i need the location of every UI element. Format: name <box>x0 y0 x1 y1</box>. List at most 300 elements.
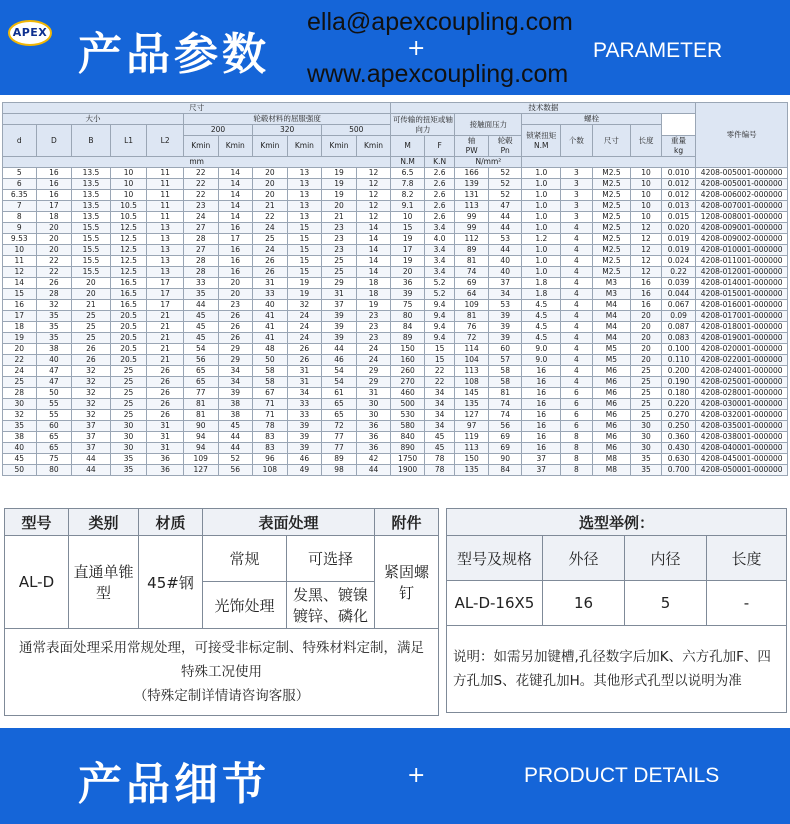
table-cell: 20 <box>631 355 662 366</box>
table-cell: 16 <box>522 443 561 454</box>
table-cell: 72 <box>455 333 489 344</box>
table-cell: 0.039 <box>661 278 696 289</box>
table-cell: 25 <box>253 234 288 245</box>
table-cell: 15.5 <box>72 245 111 256</box>
table-cell: 77 <box>322 443 357 454</box>
table-cell: 39 <box>287 432 322 443</box>
table-cell: 14 <box>218 190 253 201</box>
table-cell: 30 <box>631 443 662 454</box>
table-cell: 36 <box>356 421 391 432</box>
table-cell: 15.5 <box>72 223 111 234</box>
table-cell: 19 <box>322 179 357 190</box>
table-cell: 0.110 <box>661 355 696 366</box>
table-cell: 32 <box>72 377 111 388</box>
table-cell: 31 <box>147 432 184 443</box>
table-cell: 35 <box>36 311 72 322</box>
info-col-material: 材质 <box>139 509 203 536</box>
details-title-en: PRODUCT DETAILS <box>524 764 720 787</box>
table-cell: 22 <box>183 179 218 190</box>
table-cell: 20 <box>253 179 288 190</box>
sel-outer: 16 <box>543 581 625 626</box>
table-cell: 4208-009002-000000 <box>696 234 788 245</box>
table-cell: 13 <box>287 212 322 223</box>
table-cell: 36 <box>356 443 391 454</box>
col-M: M <box>391 136 425 157</box>
table-cell: 90 <box>488 454 522 465</box>
table-cell: 72 <box>322 421 357 432</box>
table-row <box>3 311 788 322</box>
table-cell: 0.430 <box>661 443 696 454</box>
table-cell: 25 <box>72 333 111 344</box>
table-cell: 3 <box>561 201 593 212</box>
table-cell: 55 <box>36 410 72 421</box>
table-cell: 4208-009001-000000 <box>696 223 788 234</box>
table-cell: 20 <box>391 267 425 278</box>
table-cell: 8 <box>561 443 593 454</box>
table-cell: 4208-012001-000000 <box>696 267 788 278</box>
table-cell: 4 <box>561 289 593 300</box>
table-cell: M4 <box>592 322 631 333</box>
table-cell: 16 <box>218 245 253 256</box>
table-cell: 13 <box>287 201 322 212</box>
table-cell: 45 <box>3 454 37 465</box>
table-cell: 54 <box>322 366 357 377</box>
table-cell: 16 <box>522 388 561 399</box>
table-cell: 13.5 <box>72 179 111 190</box>
table-cell: 1.8 <box>522 278 561 289</box>
table-row <box>3 201 788 212</box>
table-cell: 9.4 <box>424 311 455 322</box>
table-cell: 4 <box>561 344 593 355</box>
table-cell: 40 <box>36 355 72 366</box>
table-cell: 7.8 <box>391 179 425 190</box>
table-cell: 14 <box>356 223 391 234</box>
table-cell: 37 <box>72 443 111 454</box>
table-cell: 89 <box>391 333 425 344</box>
table-cell: 49 <box>287 465 322 476</box>
table-cell: 26 <box>147 410 184 421</box>
table-cell: 37 <box>72 432 111 443</box>
selection-note: 说明：如需另加键槽,孔径数字后加K、六方孔加F、四方孔加S、花键孔加H。其他形式孔型以说明为准 <box>447 626 787 713</box>
table-cell: 50 <box>3 465 37 476</box>
sel-col-length: 长度 <box>707 536 787 581</box>
table-cell: M6 <box>592 410 631 421</box>
table-cell: 4.0 <box>424 234 455 245</box>
table-cell: 26 <box>218 311 253 322</box>
table-cell: 2.6 <box>424 179 455 190</box>
table-cell: 54 <box>183 344 218 355</box>
table-cell: 17 <box>3 311 37 322</box>
table-cell: 17 <box>147 289 184 300</box>
table-cell: 38 <box>36 344 72 355</box>
table-cell: 23 <box>322 234 357 245</box>
table-cell: 30 <box>110 443 147 454</box>
table-cell: 14 <box>218 179 253 190</box>
table-cell: 270 <box>391 377 425 388</box>
table-cell: 52 <box>488 190 522 201</box>
table-cell: 9.4 <box>424 322 455 333</box>
table-cell: 69 <box>488 443 522 454</box>
table-cell: 20.5 <box>110 322 147 333</box>
apex-logo-text: APEX <box>12 26 48 39</box>
col-weight: 重量 kg <box>661 136 696 157</box>
strength-500: 500 <box>322 125 391 136</box>
table-cell: 56 <box>183 355 218 366</box>
table-cell: 1.0 <box>522 267 561 278</box>
table-cell: 84 <box>391 322 425 333</box>
table-cell: 12 <box>356 168 391 179</box>
table-cell: 260 <box>391 366 425 377</box>
table-cell: 5 <box>3 168 37 179</box>
table-cell: 74 <box>488 410 522 421</box>
table-cell: 35 <box>183 289 218 300</box>
table-cell: 4208-018001-000000 <box>696 322 788 333</box>
table-cell: 20 <box>253 190 288 201</box>
table-cell: 31 <box>253 278 288 289</box>
table-cell: M4 <box>592 333 631 344</box>
table-cell: 27 <box>183 245 218 256</box>
table-cell: 104 <box>455 355 489 366</box>
table-cell: 10 <box>631 168 662 179</box>
table-cell: 26 <box>147 366 184 377</box>
table-cell: 4.5 <box>522 322 561 333</box>
table-cell: 57 <box>488 355 522 366</box>
table-cell: 20 <box>631 322 662 333</box>
table-cell: 35 <box>3 421 37 432</box>
table-cell: 39 <box>322 333 357 344</box>
table-cell: 23 <box>218 300 253 311</box>
table-cell: 19 <box>3 333 37 344</box>
table-cell: 15 <box>3 289 37 300</box>
table-cell: 23 <box>322 245 357 256</box>
table-cell: 0.019 <box>661 245 696 256</box>
table-cell: 83 <box>253 443 288 454</box>
table-cell: 71 <box>253 399 288 410</box>
table-cell: 26 <box>218 333 253 344</box>
table-cell: 2.6 <box>424 190 455 201</box>
table-row <box>3 432 788 443</box>
table-cell: 9.4 <box>424 300 455 311</box>
table-cell: 4208-010001-000000 <box>696 245 788 256</box>
table-cell: 4208-007001-000000 <box>696 201 788 212</box>
table-cell: 34 <box>424 388 455 399</box>
table-cell: M2.5 <box>592 190 631 201</box>
table-cell: 20 <box>218 278 253 289</box>
table-cell: 4 <box>561 355 593 366</box>
table-cell: 0.013 <box>661 201 696 212</box>
table-row <box>3 245 788 256</box>
strength-320: 320 <box>253 125 322 136</box>
table-row <box>3 355 788 366</box>
table-cell: 8.2 <box>391 190 425 201</box>
table-cell: 58 <box>253 366 288 377</box>
table-cell: M5 <box>592 355 631 366</box>
table-cell: 0.200 <box>661 366 696 377</box>
table-cell: 98 <box>322 465 357 476</box>
table-cell: 12 <box>631 256 662 267</box>
table-cell: 14 <box>356 234 391 245</box>
table-cell: 26 <box>287 355 322 366</box>
table-cell: 23 <box>356 322 391 333</box>
table-cell: 890 <box>391 443 425 454</box>
info-note <box>5 629 439 716</box>
table-cell: 108 <box>253 465 288 476</box>
selection-example-table <box>446 508 787 713</box>
table-cell: 19 <box>391 234 425 245</box>
table-cell: 4208-038001-000000 <box>696 432 788 443</box>
table-cell: M3 <box>592 278 631 289</box>
table-cell: 1.0 <box>522 223 561 234</box>
col-L2: L2 <box>147 125 184 157</box>
table-cell: 47 <box>488 201 522 212</box>
table-cell: 4208-011001-000000 <box>696 256 788 267</box>
table-cell: 21 <box>147 344 184 355</box>
table-cell: 0.020 <box>661 223 696 234</box>
table-cell: 18 <box>36 212 72 223</box>
table-cell: 1900 <box>391 465 425 476</box>
table-cell: 24 <box>253 223 288 234</box>
table-cell: 1.0 <box>522 245 561 256</box>
table-cell: 22 <box>183 190 218 201</box>
table-cell: 12.5 <box>110 256 147 267</box>
table-cell: 36 <box>147 465 184 476</box>
table-cell: 0.024 <box>661 256 696 267</box>
table-cell: 11 <box>147 212 184 223</box>
table-cell: 20.5 <box>110 355 147 366</box>
table-cell: 5.2 <box>424 278 455 289</box>
table-cell: 30 <box>631 421 662 432</box>
table-cell: 460 <box>391 388 425 399</box>
table-cell: 35 <box>631 454 662 465</box>
table-cell: 75 <box>36 454 72 465</box>
table-cell: M2.5 <box>592 245 631 256</box>
table-cell: 38 <box>218 399 253 410</box>
table-cell: 20 <box>72 278 111 289</box>
table-cell: 55 <box>36 399 72 410</box>
table-cell: 25 <box>110 388 147 399</box>
table-cell: 23 <box>322 223 357 234</box>
table-cell: 15 <box>391 223 425 234</box>
table-cell: 58 <box>488 377 522 388</box>
table-cell: 32 <box>72 366 111 377</box>
table-cell: 4208-025001-000000 <box>696 377 788 388</box>
table-cell: 30 <box>356 410 391 421</box>
table-cell: 4208-016001-000000 <box>696 300 788 311</box>
col-F: F <box>424 136 455 157</box>
table-cell: 32 <box>72 388 111 399</box>
table-cell: 4208-022001-000000 <box>696 355 788 366</box>
table-cell: 9.0 <box>522 344 561 355</box>
table-cell: 25 <box>110 366 147 377</box>
table-row <box>3 289 788 300</box>
table-cell: 11 <box>147 201 184 212</box>
table-cell: M5 <box>592 344 631 355</box>
col-size: 尺寸 <box>592 125 631 157</box>
table-cell: 109 <box>183 454 218 465</box>
parameter-title-cn: 产品参数 <box>78 29 270 80</box>
table-cell: 1208-008001-000000 <box>696 212 788 223</box>
table-cell: 16 <box>36 179 72 190</box>
table-cell: 10 <box>631 201 662 212</box>
table-cell: 40 <box>253 300 288 311</box>
table-cell: 25 <box>631 377 662 388</box>
table-cell: 37 <box>322 300 357 311</box>
table-cell: 36 <box>391 278 425 289</box>
table-cell: 3 <box>561 179 593 190</box>
table-cell: 21 <box>322 212 357 223</box>
table-cell: 53 <box>488 234 522 245</box>
table-cell: 46 <box>322 355 357 366</box>
table-cell: 25 <box>72 311 111 322</box>
info-type: 直通单锥型 <box>69 536 139 629</box>
table-cell: 3 <box>561 168 593 179</box>
table-cell: 44 <box>488 212 522 223</box>
table-cell: 83 <box>253 432 288 443</box>
table-cell: 3 <box>561 212 593 223</box>
table-cell: 89 <box>455 245 489 256</box>
strength-200: 200 <box>183 125 252 136</box>
table-row <box>3 366 788 377</box>
table-cell: 37 <box>488 278 522 289</box>
table-cell: 21 <box>147 355 184 366</box>
table-cell: 16.5 <box>110 278 147 289</box>
table-cell: 12 <box>356 201 391 212</box>
table-cell: 26 <box>287 344 322 355</box>
table-cell: 580 <box>391 421 425 432</box>
table-cell: 32 <box>287 300 322 311</box>
table-cell: 37 <box>522 454 561 465</box>
table-cell: 4208-040001-000000 <box>696 443 788 454</box>
table-cell: 22 <box>183 168 218 179</box>
table-cell: 15.5 <box>72 267 111 278</box>
table-cell: 13 <box>287 168 322 179</box>
parameter-title-en: PARAMETER <box>593 39 723 62</box>
table-cell: 25 <box>322 256 357 267</box>
table-cell: 24 <box>287 311 322 322</box>
table-cell: 10 <box>3 245 37 256</box>
table-cell: 9.1 <box>391 201 425 212</box>
table-cell: 4208-019001-000000 <box>696 333 788 344</box>
table-cell: 47 <box>36 377 72 388</box>
sel-col-outer: 外径 <box>543 536 625 581</box>
col-L1: L1 <box>110 125 147 157</box>
table-cell: 29 <box>356 366 391 377</box>
table-cell: 18 <box>3 322 37 333</box>
table-cell: 33 <box>253 289 288 300</box>
table-cell: 16 <box>522 421 561 432</box>
table-cell: 4208-006002-000000 <box>696 190 788 201</box>
info-col-accessory: 附件 <box>375 509 439 536</box>
table-cell: 31 <box>147 443 184 454</box>
sel-model-spec: AL-D-16X5 <box>447 581 543 626</box>
table-row <box>3 377 788 388</box>
kmin-500b: Kmin <box>356 136 391 157</box>
col-lock-torque: 锁紧扭矩 N.M <box>522 125 561 157</box>
table-cell: 6.35 <box>3 190 37 201</box>
spec-body <box>3 168 788 476</box>
table-cell: M2.5 <box>592 168 631 179</box>
table-cell: 22 <box>36 267 72 278</box>
table-cell: 113 <box>455 366 489 377</box>
table-cell: 16 <box>3 300 37 311</box>
col-B: B <box>72 125 111 157</box>
table-cell: 6.5 <box>391 168 425 179</box>
table-cell: 80 <box>36 465 72 476</box>
table-cell: 21 <box>253 201 288 212</box>
table-cell: 36 <box>147 454 184 465</box>
table-cell: 47 <box>36 366 72 377</box>
table-cell: 27 <box>183 223 218 234</box>
table-cell: M8 <box>592 465 631 476</box>
table-cell: 20 <box>631 344 662 355</box>
table-cell: 38 <box>3 432 37 443</box>
table-cell: 31 <box>356 388 391 399</box>
table-cell: 17 <box>147 278 184 289</box>
table-cell: 11 <box>147 190 184 201</box>
table-cell: 19 <box>322 168 357 179</box>
table-cell: M6 <box>592 443 631 454</box>
table-cell: 26 <box>72 344 111 355</box>
table-cell: 14 <box>356 267 391 278</box>
table-cell: 16 <box>631 278 662 289</box>
table-cell: M2.5 <box>592 212 631 223</box>
table-cell: M6 <box>592 432 631 443</box>
table-cell: 39 <box>391 289 425 300</box>
table-cell: 10 <box>110 168 147 179</box>
table-cell: 7 <box>3 201 37 212</box>
table-cell: 26 <box>147 388 184 399</box>
plus-sign: + <box>407 36 426 61</box>
table-cell: 127 <box>455 410 489 421</box>
table-cell: 34 <box>424 410 455 421</box>
contact-website: www.apexcoupling.com <box>307 60 569 88</box>
table-cell: M2.5 <box>592 223 631 234</box>
dims-header: 大小 <box>3 114 184 125</box>
table-cell: 13.5 <box>72 190 111 201</box>
table-cell: 20 <box>322 201 357 212</box>
table-cell: M6 <box>592 366 631 377</box>
table-cell: 14 <box>356 245 391 256</box>
table-cell: 69 <box>455 278 489 289</box>
table-cell: 17 <box>147 300 184 311</box>
table-cell: 3 <box>561 190 593 201</box>
table-cell: 40 <box>488 256 522 267</box>
table-row <box>3 344 788 355</box>
table-cell: 1.0 <box>522 168 561 179</box>
table-cell: 20 <box>36 245 72 256</box>
table-cell: 28 <box>183 256 218 267</box>
table-cell: 77 <box>322 432 357 443</box>
table-cell: 113 <box>455 443 489 454</box>
table-cell: 17 <box>36 201 72 212</box>
table-cell: 44 <box>356 465 391 476</box>
table-cell: 15 <box>287 223 322 234</box>
table-cell: 26 <box>253 267 288 278</box>
table-cell: 26 <box>147 377 184 388</box>
table-cell: 15.5 <box>72 256 111 267</box>
table-cell: 56 <box>218 465 253 476</box>
table-cell: 33 <box>183 278 218 289</box>
table-cell: 16 <box>522 377 561 388</box>
info-surface-standard: 常规 <box>203 536 287 582</box>
table-cell: 0.100 <box>661 344 696 355</box>
table-cell: 13 <box>147 223 184 234</box>
table-cell: 0.044 <box>661 289 696 300</box>
table-cell: 26 <box>218 322 253 333</box>
table-cell: 25 <box>631 410 662 421</box>
table-cell: 8 <box>561 465 593 476</box>
table-cell: 13 <box>147 245 184 256</box>
